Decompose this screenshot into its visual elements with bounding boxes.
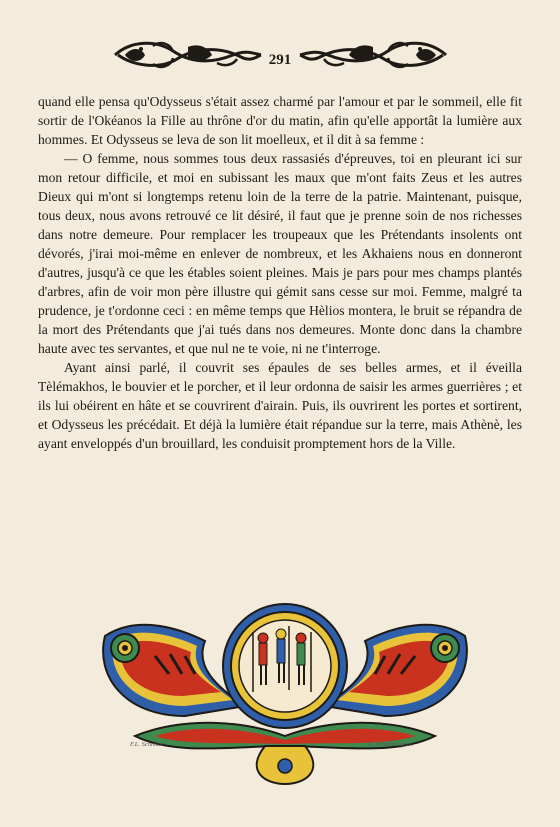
paragraph: — O femme, nous sommes tous deux rassasiés d'épreuves, toi en pleurant ici sur mon retour difficile, et moi en subissant les maux que m'ont faits Zeus et les autres Dieux qui m'ont si longtemps retenu loin de la terre de la patrie. Maintenant, puisque, tous deux, nous avons retrouvé ce lit désiré, il faut que je prenne soin de nos richesses dans notre demeure. Pour remplacer les troupeaux que les Prétendants insolents ont dévorés, j'irai moi-même en enlever de nombreux, et les Akhaiens nous en donneront d'autres, jusqu'à ce que les étables soient pleines. Mais je pars pour mes champs plantés d'arbres, afin de voir mon père illustre qui gémit sans cesse sur moi. Femme, malgré ta prudence, je t'ordonne ceci : en même temps que Hèlios montera, le bruit se répandra de la mort des Prétendants que j'ai tués dans nos demeures. Monte donc dans la chambre haute avec tes servantes, et que nul ne te voie, ni ne t'interroge.	[38, 151, 522, 356]
signature-left: F.L. Schmied	[130, 741, 164, 748]
page-number: 291	[268, 52, 292, 68]
paragraph: Ayant ainsi parlé, il couvrit ses épaules de ses belles armes, et il éveilla Tèlémakhos, le bouvier et le porcher, et il leur ordonna de saisir les armes guerrières ; et ils lui obéirent en hâte et se couvrirent d'airain. Puis, ils ouvrirent les portes et sortirent, et Odysseus les précédait. Et déjà la lumière était répandue sur la terre, mais Athènè, les ayant enveloppés d'un brouillard, les conduisit promptement hors de la Ville.	[38, 360, 522, 451]
tailpiece-illustration	[95, 596, 475, 786]
signature-right: G. Schmied grav.	[368, 741, 413, 748]
body-text	[38, 92, 522, 453]
paragraph: quand elle pensa qu'Odysseus s'était assez charmé par l'amour et par le sommeil, elle fit sortir de l'Okéanos la Fille au thrône d'or du matin, afin qu'elle apportât la lumière aux hommes. Et Odysseus se leva de son lit moelleux, et il dit à sa femme :	[38, 94, 522, 147]
